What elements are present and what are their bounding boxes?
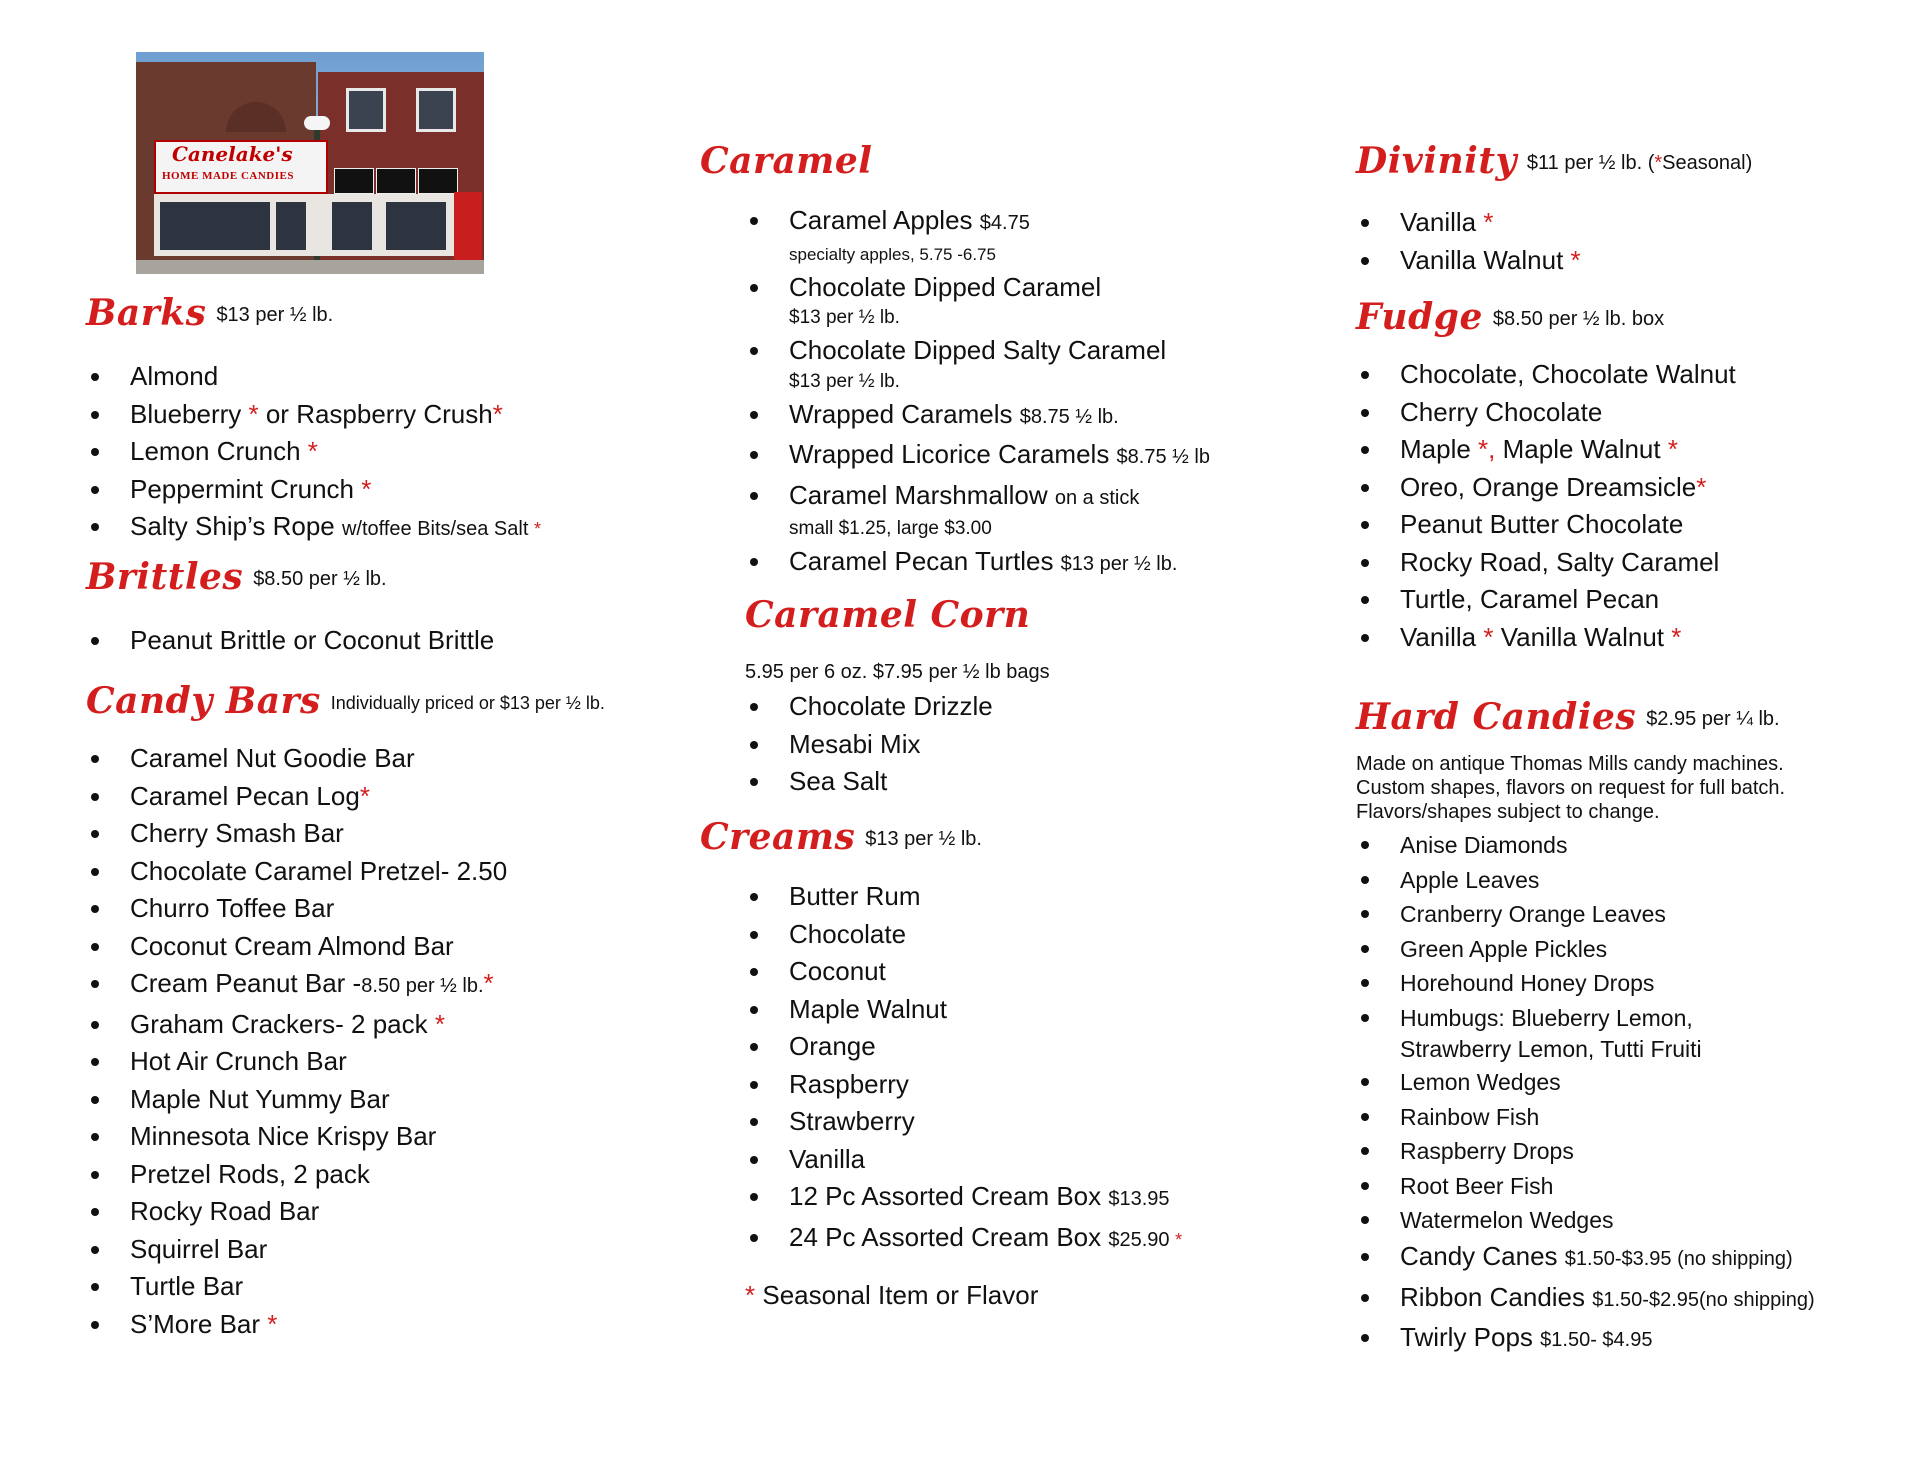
list-item: Caramel Nut Goodie Bar	[86, 740, 507, 778]
creams-title: Creams	[700, 816, 856, 858]
list-item: Vanilla Walnut *	[1356, 242, 1581, 280]
caramel-corn-heading	[745, 594, 1030, 636]
divinity-title: Divinity	[1356, 140, 1517, 182]
list-item: S’More Bar *	[86, 1306, 507, 1344]
list-item: Caramel Pecan Log*	[86, 778, 507, 816]
list-item: Cherry Chocolate	[1356, 394, 1736, 432]
list-item: Vanilla	[745, 1141, 1182, 1179]
list-item: Apple Leaves	[1356, 863, 1702, 898]
list-item: Peanut Butter Chocolate	[1356, 506, 1736, 544]
list-item: Salty Ship’s Rope w/toffee Bits/sea Salt *	[86, 508, 541, 549]
divinity-list	[1356, 204, 1581, 279]
fudge-price: $8.50 per ½ lb. box	[1492, 308, 1665, 330]
list-item: Raspberry Drops	[1356, 1134, 1702, 1169]
list-item: Coconut	[745, 953, 1182, 991]
brittles-heading	[86, 556, 387, 598]
creams-heading	[700, 816, 982, 858]
barks-price: $13 per ½ lb.	[216, 304, 334, 326]
list-item: Peppermint Crunch *	[86, 471, 541, 509]
fudge-heading	[1356, 296, 1664, 338]
list-item: Root Beer Fish	[1356, 1169, 1702, 1204]
list-item: Lemon Wedges	[1356, 1065, 1702, 1100]
fudge-title: Fudge	[1356, 296, 1483, 338]
list-item: Rocky Road, Salty Caramel	[1356, 544, 1736, 582]
list-item: Wrapped Caramels $8.75 ½ lb.	[745, 396, 1210, 437]
creams-list	[745, 878, 1182, 1259]
list-item: Maple Walnut	[745, 991, 1182, 1029]
list-item: Hot Air Crunch Bar	[86, 1043, 507, 1081]
list-item: Cherry Smash Bar	[86, 815, 507, 853]
list-item: 12 Pc Assorted Cream Box $13.95	[745, 1178, 1182, 1219]
brittles-list	[86, 622, 494, 660]
list-item: Minnesota Nice Krispy Bar	[86, 1118, 507, 1156]
list-item: 24 Pc Assorted Cream Box $25.90 *	[745, 1219, 1182, 1260]
caramel-title: Caramel	[700, 140, 873, 182]
caramel-corn-list	[745, 688, 993, 801]
list-item: Raspberry	[745, 1066, 1182, 1104]
list-item: Green Apple Pickles	[1356, 932, 1702, 967]
candy-bars-price: Individually priced or $13 per ½ lb.	[330, 693, 605, 713]
list-item: Humbugs: Blueberry Lemon, Strawberry Lemon, Tutti Fruiti	[1356, 1001, 1702, 1066]
caramel-corn-title: Caramel Corn	[745, 594, 1031, 636]
divinity-price: $11 per ½ lb. (*Seasonal)	[1526, 152, 1753, 174]
list-item: Churro Toffee Bar	[86, 890, 507, 928]
candy-bars-heading	[86, 680, 605, 722]
list-item: Chocolate Dipped Salty Caramel $13 per ½ lb.	[745, 332, 1210, 396]
list-item: Mesabi Mix	[745, 726, 993, 764]
list-item: Graham Crackers- 2 pack *	[86, 1006, 507, 1044]
list-item: Watermelon Wedges	[1356, 1203, 1702, 1238]
list-item: Caramel Pecan Turtles $13 per ½ lb.	[745, 543, 1210, 584]
list-item: Cream Peanut Bar -8.50 per ½ lb.*	[86, 965, 507, 1006]
list-item: Oreo, Orange Dreamsicle*	[1356, 469, 1736, 507]
seasonal-legend: * Seasonal Item or Flavor	[745, 1280, 1039, 1310]
list-item: Twirly Pops $1.50- $4.95	[1356, 1319, 1815, 1360]
list-item: Chocolate Drizzle	[745, 688, 993, 726]
brittles-title: Brittles	[86, 556, 244, 598]
barks-list	[86, 358, 541, 549]
storefront-sign-name: Canelake's	[172, 142, 293, 166]
hard-candies-title: Hard Candies	[1356, 696, 1637, 738]
storefront-photo	[136, 52, 484, 274]
list-item: Vanilla * Vanilla Walnut *	[1356, 619, 1736, 657]
list-item: Butter Rum	[745, 878, 1182, 916]
list-item: Rainbow Fish	[1356, 1100, 1702, 1135]
hard-candies-list	[1356, 828, 1702, 1238]
candy-bars-list	[86, 740, 507, 1343]
list-item: Anise Diamonds	[1356, 828, 1702, 863]
list-item: Coconut Cream Almond Bar	[86, 928, 507, 966]
list-item: Chocolate Caramel Pretzel- 2.50	[86, 853, 507, 891]
list-item: Horehound Honey Drops	[1356, 966, 1702, 1001]
list-item: Lemon Crunch *	[86, 433, 541, 471]
barks-heading	[86, 292, 333, 334]
creams-price: $13 per ½ lb.	[865, 828, 982, 850]
list-item: Vanilla *	[1356, 204, 1581, 242]
list-item: Pretzel Rods, 2 pack	[86, 1156, 507, 1194]
caramel-corn-price: 5.95 per 6 oz. $7.95 per ½ lb bags	[745, 661, 1050, 683]
list-item: Rocky Road Bar	[86, 1193, 507, 1231]
list-item: Orange	[745, 1028, 1182, 1066]
caramel-list	[745, 202, 1210, 584]
list-item: Squirrel Bar	[86, 1231, 507, 1269]
list-item: Chocolate, Chocolate Walnut	[1356, 356, 1736, 394]
storefront-sign-tagline: HOME MADE CANDIES	[162, 170, 294, 182]
list-item: Candy Canes $1.50-$3.95 (no shipping)	[1356, 1238, 1815, 1279]
list-item: Peanut Brittle or Coconut Brittle	[86, 622, 494, 660]
list-item: Chocolate Dipped Caramel $13 per ½ lb.	[745, 269, 1210, 333]
list-item: Caramel Marshmallow on a stick small $1.25, large $3.00	[745, 477, 1210, 544]
hard-candies-description: Made on antique Thomas Mills candy machines. Custom shapes, flavors on request for full batch. Flavors/shapes subject to change.	[1356, 753, 1786, 823]
caramel-heading	[700, 140, 872, 182]
list-item: Blueberry * or Raspberry Crush*	[86, 396, 541, 434]
list-item: Maple *, Maple Walnut *	[1356, 431, 1736, 469]
list-item: Chocolate	[745, 916, 1182, 954]
brittles-price: $8.50 per ½ lb.	[253, 568, 387, 590]
hard-candies-heading	[1356, 696, 1780, 738]
list-item: Cranberry Orange Leaves	[1356, 897, 1702, 932]
list-item: Ribbon Candies $1.50-$2.95(no shipping)	[1356, 1279, 1815, 1320]
list-item: Strawberry	[745, 1103, 1182, 1141]
list-item: Turtle, Caramel Pecan	[1356, 581, 1736, 619]
divinity-heading	[1356, 140, 1752, 182]
list-item: Caramel Apples $4.75 specialty apples, 5.75 -6.75	[745, 202, 1210, 269]
list-item: Almond	[86, 358, 541, 396]
list-item: Wrapped Licorice Caramels $8.75 ½ lb	[745, 436, 1210, 477]
barks-title: Barks	[86, 292, 207, 334]
fudge-list	[1356, 356, 1736, 656]
hard-candies-price: $2.95 per ¼ lb.	[1646, 708, 1780, 730]
list-item: Sea Salt	[745, 763, 993, 801]
candy-bars-title: Candy Bars	[86, 680, 321, 722]
list-item: Maple Nut Yummy Bar	[86, 1081, 507, 1119]
list-item: Turtle Bar	[86, 1268, 507, 1306]
hard-candies-more-list	[1356, 1238, 1815, 1360]
